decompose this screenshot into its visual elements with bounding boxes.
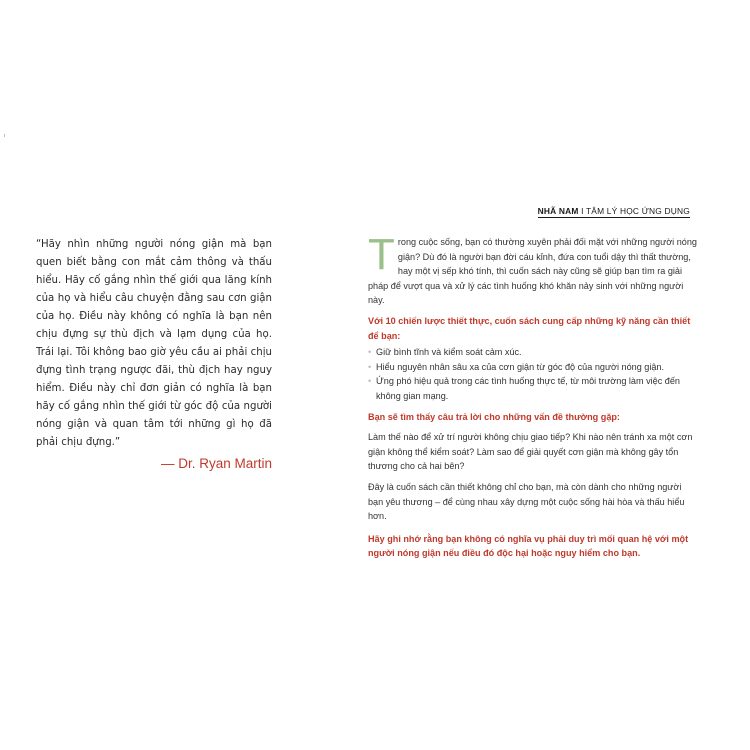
answers-paragraph: Làm thế nào để xử trí người không chịu giao tiếp? Khi nào nên tránh xa một cơn giận không thể kiểm soát? Làm sao để giải quyết cơn giận mà không gây tổn thương cho cả hai bên? [368,432,693,472]
description-body [368,230,698,561]
brand-bar [368,206,690,218]
brand-series: I TÂM LÝ HỌC ỨNG DỤNG [581,206,690,216]
page-edge-mark [4,134,5,137]
essential-paragraph: Đây là cuốn sách cần thiết không chỉ cho bạn, mà còn dành cho những người bạn yêu thương – để cùng nhau xây dựng một cuộc sống hài hòa và thấu hiểu hơn. [368,481,685,522]
quote-text: “Hãy nhìn những người nóng giận mà bạn quen biết bằng con mắt cảm thông và thấu hiểu. Hãy cố gắng nhìn thế giới qua lăng kính của họ và hiểu câu chuyện đằng sau cơn giận của họ. Điều này không có nghĩa là bạn nên chịu đựng sự thù địch và lạm dụng của họ. Trái lại. Tôi không bao giờ yêu cầu ai phải chịu đựng tình trạng ngược đãi, thù địch hay nguy hiểm. Điều này chỉ đơn giản có nghĩa là bạn hãy cố gắng nhìn thế giới từ góc độ của người nóng giận và quan tâm tới những gì họ đã phải chịu đựng.” [36,239,272,448]
drop-cap: T [368,230,395,279]
skills-list [368,345,698,403]
publisher-brand [538,206,690,218]
right-page [368,206,698,561]
strategies-heading: Với 10 chiến lược thiết thực, cuốn sách cung cấp những kỹ năng cần thiết để bạn: [368,315,691,341]
intro-paragraph [368,230,698,308]
intro-text: rong cuộc sống, bạn có thường xuyên phải đối mặt với những người nóng giận? Dù đó là người bạn đời cáu kỉnh, đứa con tuổi dậy thì thất thường, hay một vị sếp khó tính, thì cuốn sách này cũng sẽ giúp bạn tìm ra giải pháp để vượt qua và xử lý các tình huống khó khăn nảy sinh với những người này. [368,237,697,306]
list-item: • Hiểu nguyên nhân sâu xa của cơn giận từ góc độ của người nóng giận. [368,360,698,375]
left-page [36,236,272,471]
closing-paragraph: Hãy ghi nhớ rằng bạn không có nghĩa vụ phải duy trì mối quan hệ với một người nóng giận nếu điều đó độc hại hoặc nguy hiểm cho bạn. [368,533,689,559]
quote-author: — Dr. Ryan Martin [160,456,272,471]
list-item: • Giữ bình tĩnh và kiểm soát cảm xúc. [368,345,698,360]
brand-name: NHÃ NAM [537,206,579,216]
list-item: • Ứng phó hiệu quả trong các tình huống thực tế, từ môi trường làm việc đến không gian mạng. [368,374,698,403]
answers-heading: Bạn sẽ tìm thấy câu trả lời cho những vấn đề thường gặp: [368,411,620,422]
